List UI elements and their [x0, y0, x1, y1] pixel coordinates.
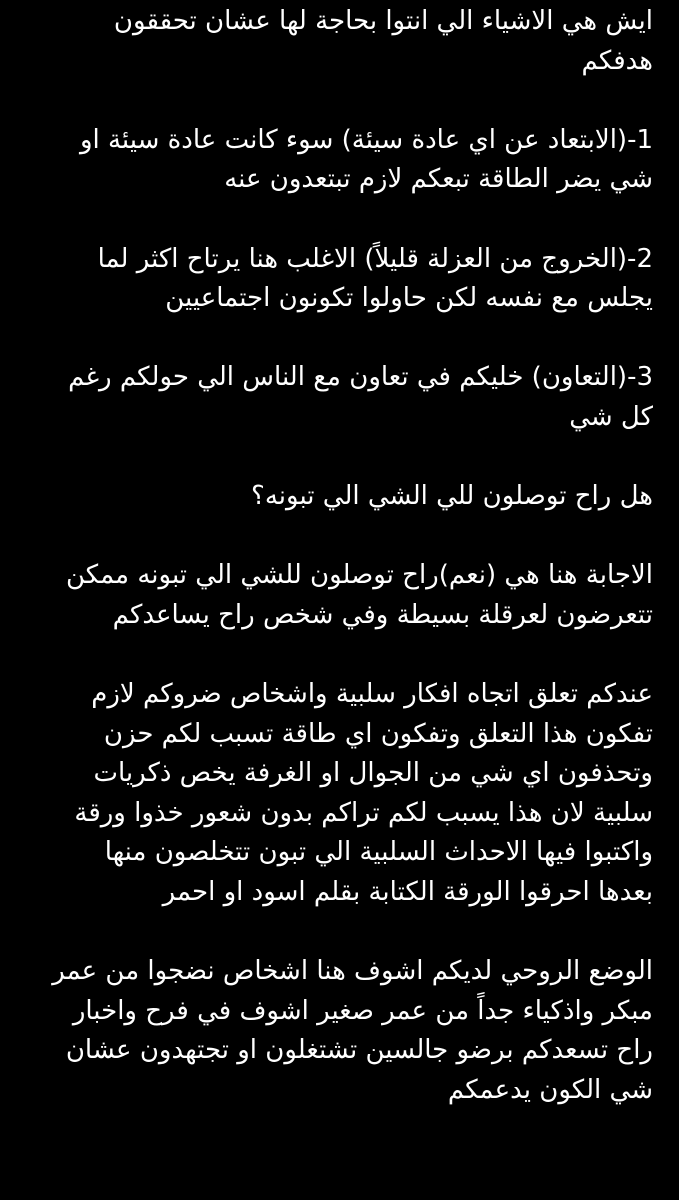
reach-question: هل راح توصلون للي الشي الي تبونه؟: [251, 481, 653, 512]
point-three: 3-(التعاون) خليكم في تعاون مع الناس الي حولكم رغم كل شي: [68, 362, 653, 432]
point-one: 1-(الابتعاد عن اي عادة سيئة) سوء كانت عادة سيئة او شي يضر الطاقة تبعكم لازم تبتعدون عنه: [79, 124, 653, 195]
answer-paragraph: الاجابة هنا هي (نعم)راح توصلون للشي الي تبونه ممكن تتعرضون لعرقلة بسيطة وفي شخص راح يساعدكم: [65, 560, 653, 630]
intro-question: ايش هي الاشياء الي انتوا بحاجة لها عشان تحققون هدفكم: [113, 6, 653, 76]
spiritual-paragraph: الوضع الروحي لديكم اشوف هنا اشخاص نضجوا من عمر مبكر واذكياء جداً من عمر صغير اشوف في فرح واخبار راح تسعدكم برضو جالسين تشتغلون او تجتهدون عشان شي الكون يدعمكم: [52, 956, 653, 1106]
attachment-paragraph: عندكم تعلق اتجاه افكار سلبية واشخاص ضروكم لازم تفكون هذا التعلق وتفكون اي طاقة تسبب لكم حزن وتحذفون اي شي من الجوال او الغرفة يخص ذكريات سلبية لان هذا يسبب لكم تراكم بدون شعور خذوا ورقة واكتبوا فيها الاحداث السلبية الي تبون تتخلصون منها بعدها احرقوا الورقة الكتابة بقلم اسود او احمر: [74, 679, 653, 908]
point-two: 2-(الخروج من العزلة قليلاً) الاغلب هنا يرتاح اكثر لما يجلس مع نفسه لكن حاولوا تكونون اجتماعيين: [97, 243, 653, 314]
